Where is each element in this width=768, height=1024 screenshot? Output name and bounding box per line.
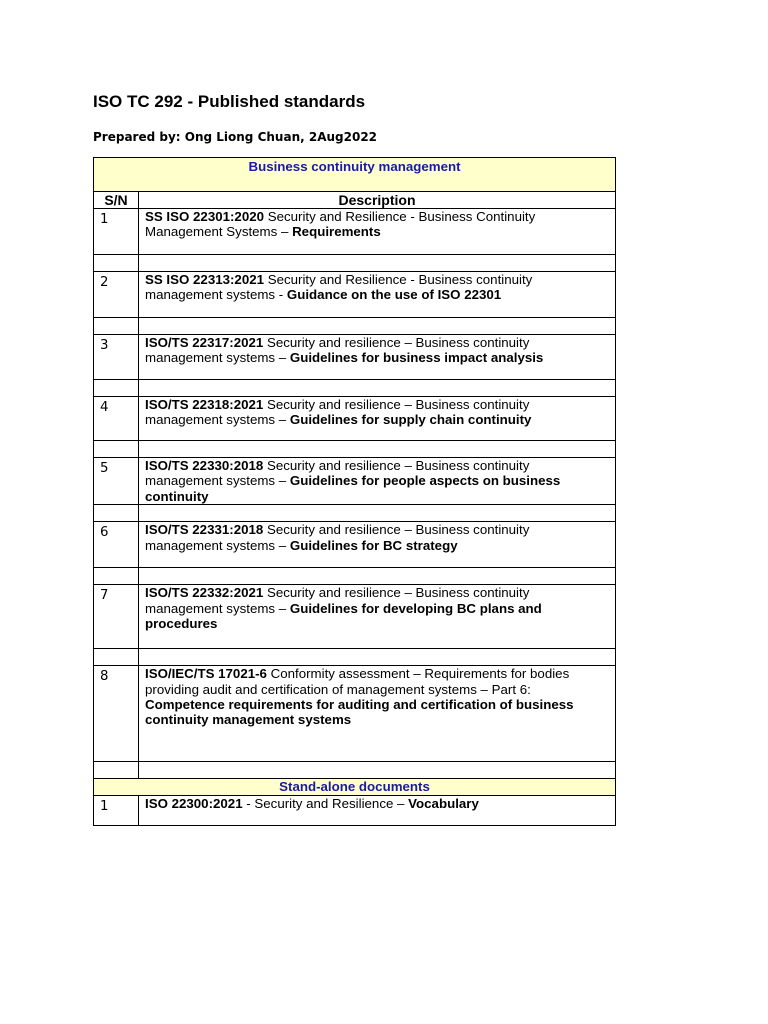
- spacer-row: [94, 649, 616, 666]
- standard-code: ISO/TS 22317:2021: [145, 335, 264, 350]
- row-sn: 6: [94, 522, 139, 568]
- standard-code: ISO/TS 22318:2021: [145, 397, 264, 412]
- standard-text: Security and resilience – Business continuity management systems –: [145, 522, 530, 553]
- standards-table: [93, 157, 616, 826]
- row-sn: 4: [94, 397, 139, 441]
- row-description: [139, 335, 616, 380]
- standard-text: - Security and Resilience –: [242, 796, 409, 812]
- row-sn: 7: [94, 585, 139, 649]
- table-row: [94, 522, 616, 568]
- row-sn: 1: [94, 796, 139, 826]
- standard-focus: Requirements: [292, 224, 381, 240]
- row-sn: 1: [94, 209, 139, 255]
- row-sn: 8: [94, 666, 139, 762]
- standard-text: Security and Resilience - Business continuity management systems -: [145, 272, 533, 303]
- standard-focus: Guidelines for supply chain continuity: [289, 412, 532, 428]
- spacer-row: [94, 505, 616, 522]
- table-row: [94, 585, 616, 649]
- table-row: [94, 272, 616, 318]
- section-header-bcm: Business continuity management: [94, 158, 616, 192]
- row-description: [139, 209, 616, 255]
- standard-focus: Guidelines for people aspects on business continuity: [145, 473, 561, 504]
- standard-text: Conformity assessment – Requirements for bodies providing audit and certification of management systems – Part 6:: [145, 666, 570, 697]
- standard-focus: Guidelines for BC strategy: [289, 537, 458, 553]
- standard-code: ISO/TS 22331:2018: [145, 522, 264, 538]
- row-description: [139, 397, 616, 441]
- standard-text: Security and Resilience - Business Continuity Management Systems –: [145, 209, 536, 240]
- row-description: [139, 272, 616, 318]
- standard-focus: Competence requirements for auditing and certification of business continuity management systems: [145, 697, 574, 728]
- standard-code: ISO 22300:2021: [145, 796, 243, 812]
- standard-code: ISO/TS 22330:2018: [145, 458, 264, 473]
- column-header-sn: S/N: [94, 192, 139, 209]
- standard-code: SS ISO 22313:2021: [145, 272, 265, 287]
- table-row: [94, 335, 616, 380]
- table-row: [94, 796, 616, 826]
- standard-code: ISO/TS 22332:2021: [145, 585, 264, 601]
- standard-text: Security and resilience – Business continuity management systems –: [145, 335, 530, 366]
- standard-focus: Guidelines for business impact analysis: [289, 350, 544, 366]
- prepared-by-line: Prepared by: Ong Liong Chuan, 2Aug2022: [93, 130, 378, 144]
- row-sn: 3: [94, 335, 139, 380]
- row-description: [139, 585, 616, 649]
- standard-text: Security and resilience – Business continuity management systems –: [145, 458, 530, 489]
- standard-focus: Guidance on the use of ISO 22301: [286, 287, 502, 303]
- spacer-row: [94, 255, 616, 272]
- spacer-row: [94, 568, 616, 585]
- table-row: [94, 209, 616, 255]
- standard-code: SS ISO 22301:2020: [145, 209, 265, 224]
- section-header-standalone: Stand-alone documents: [94, 779, 616, 796]
- table-row: [94, 458, 616, 505]
- row-description: [139, 522, 616, 568]
- table-row: [94, 666, 616, 762]
- row-description: [139, 458, 616, 505]
- standard-code: ISO/IEC/TS 17021-6: [145, 666, 267, 682]
- spacer-row: [94, 441, 616, 458]
- row-sn: 5: [94, 458, 139, 505]
- row-description: [139, 796, 616, 826]
- document-title: ISO TC 292 - Published standards: [93, 92, 366, 111]
- spacer-row: [94, 380, 616, 397]
- table-row: [94, 397, 616, 441]
- standard-focus: Guidelines for developing BC plans and procedures: [145, 600, 542, 632]
- row-sn: 2: [94, 272, 139, 318]
- standard-focus: Vocabulary: [408, 796, 479, 812]
- column-header-description: Description: [139, 192, 616, 209]
- standard-text: Security and resilience – Business continuity management systems –: [145, 585, 530, 616]
- row-description: [139, 666, 616, 762]
- spacer-row: [94, 762, 616, 779]
- spacer-row: [94, 318, 616, 335]
- standard-text: Security and resilience – Business continuity management systems –: [145, 397, 530, 428]
